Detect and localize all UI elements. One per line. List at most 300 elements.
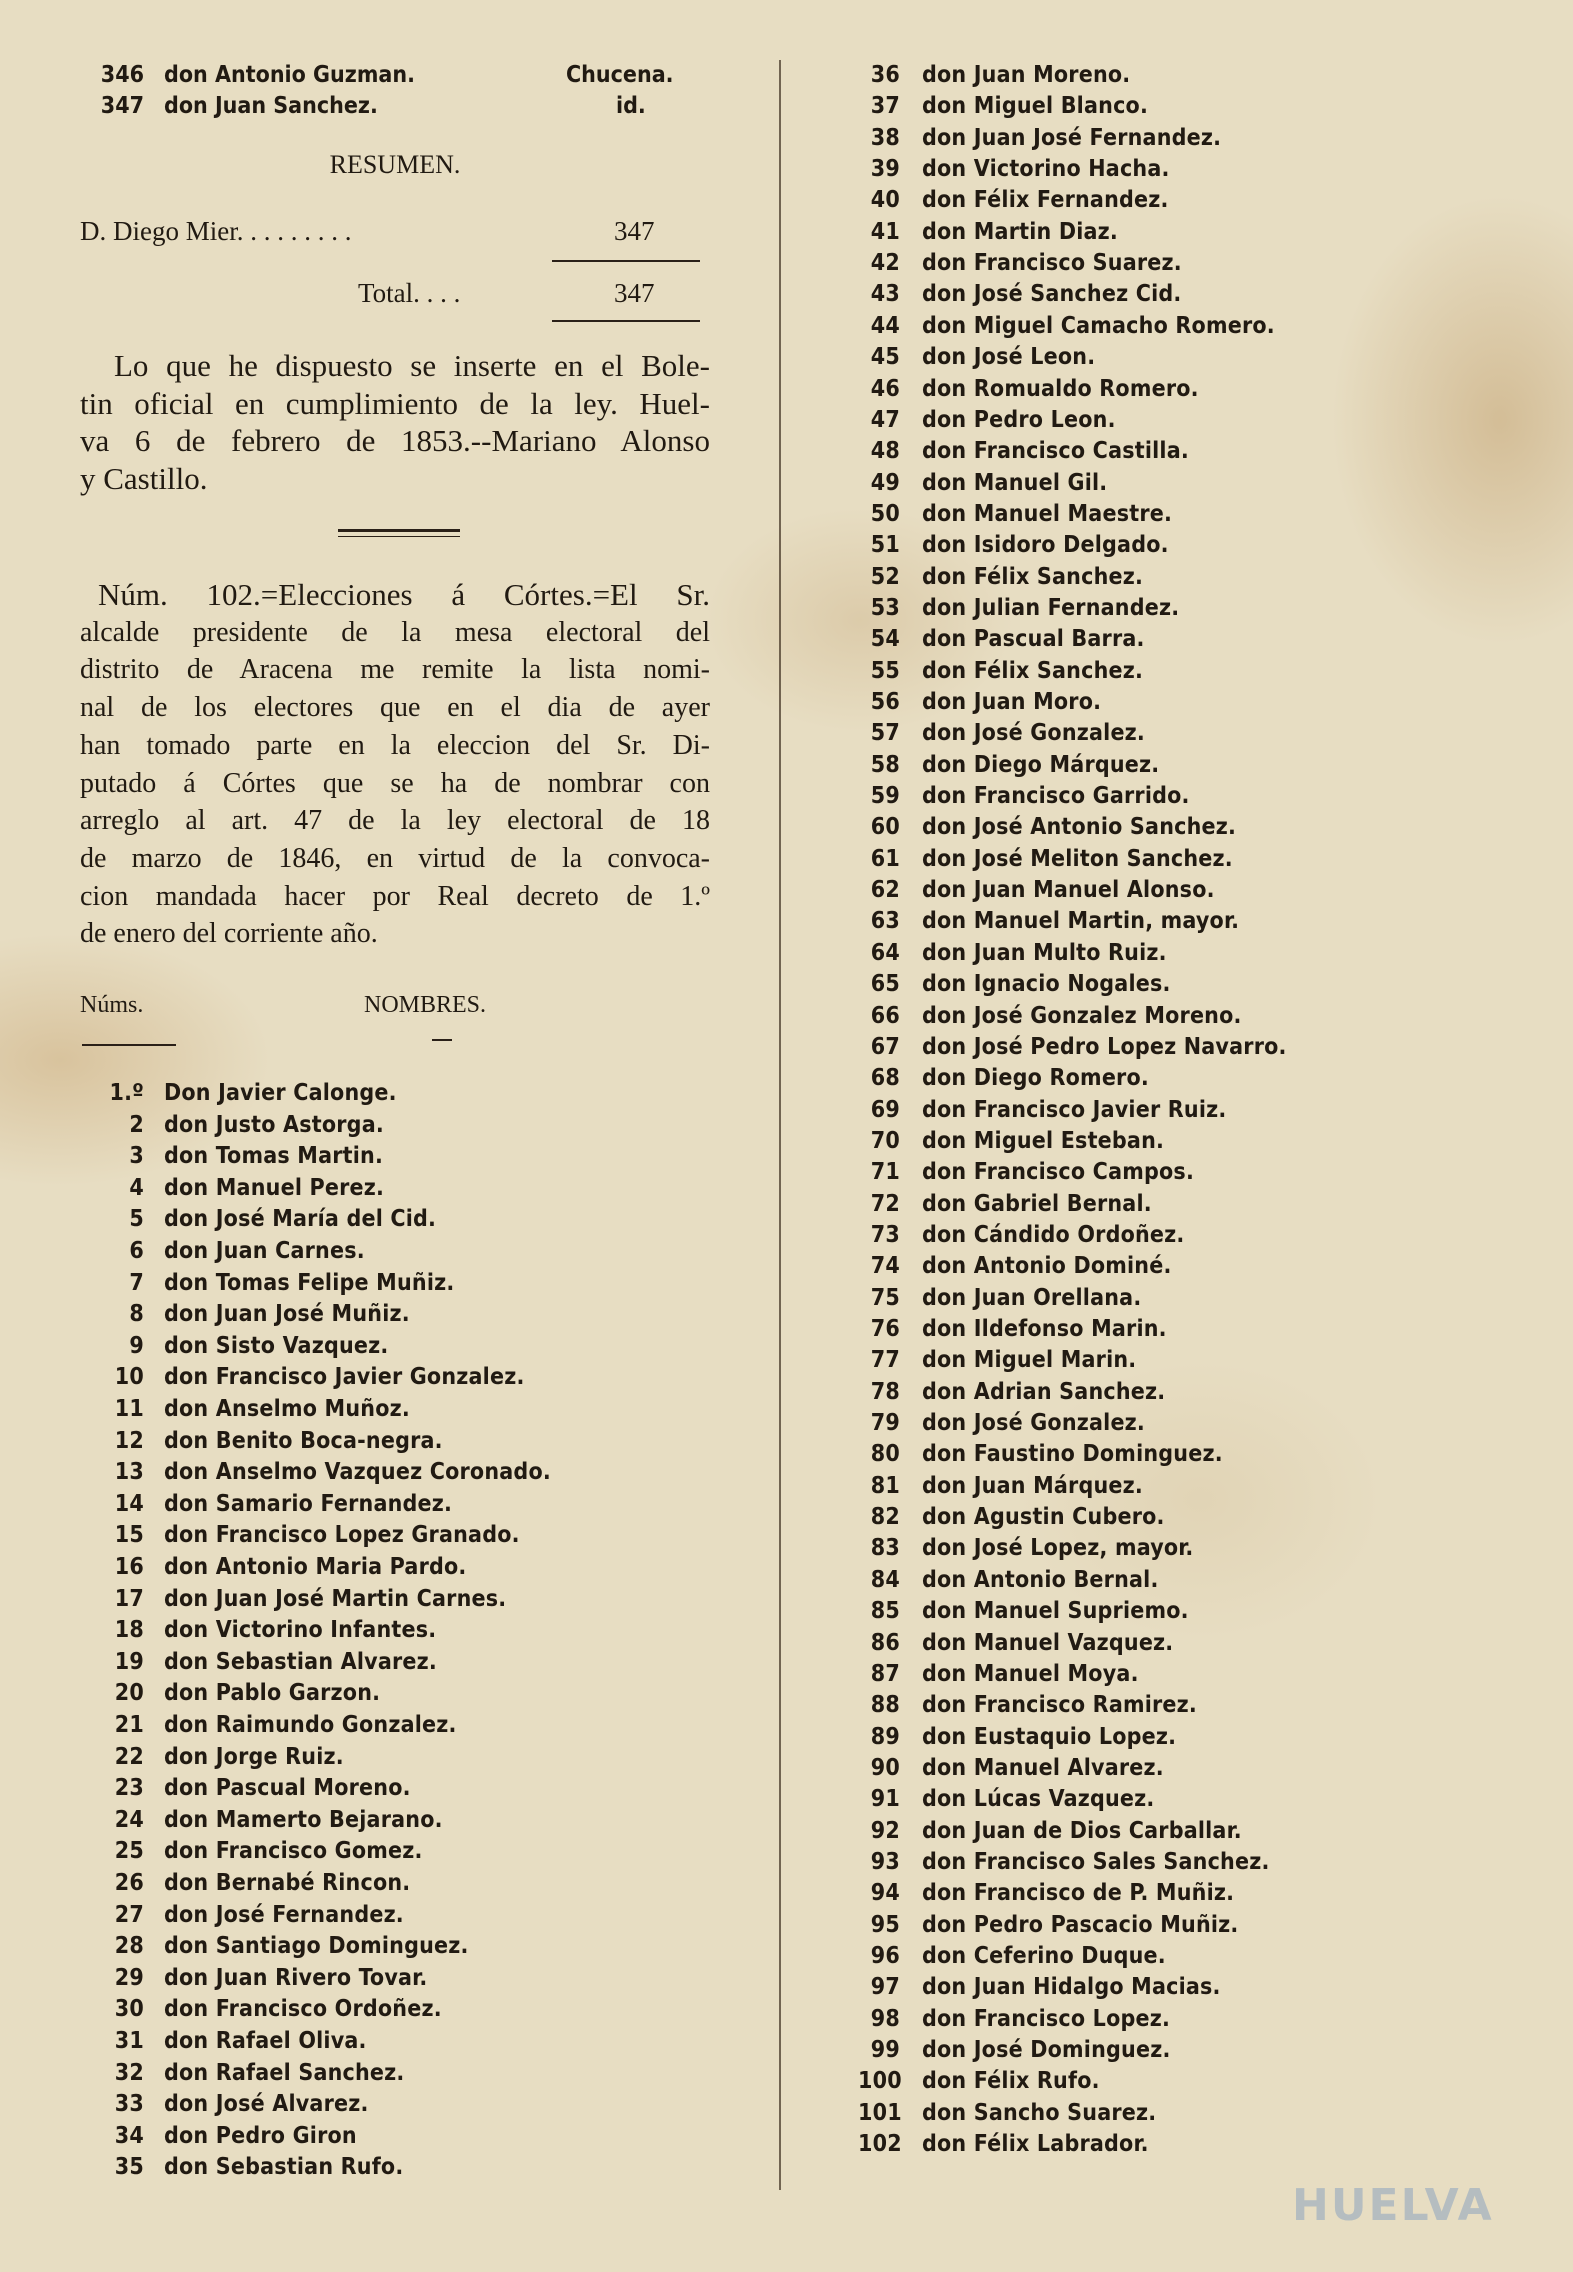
elector-row (858, 438, 1189, 464)
elector-name: don Juan Orellana. (922, 1284, 1142, 1311)
elector-number: 65 (870, 971, 900, 998)
elector-row (80, 2123, 357, 2149)
elector-row (858, 1598, 1189, 1624)
elector-number: 71 (870, 1159, 900, 1186)
elector-row (858, 156, 1170, 182)
elector-name: don Félix Rufo. (922, 2068, 1100, 2095)
elector-name: don José Dominguez. (922, 2037, 1171, 2064)
resumen-total-value: 347 (614, 278, 655, 308)
elector-row (858, 908, 1239, 934)
elector-number: 60 (870, 814, 900, 841)
elector-name: don Pascual Moreno. (164, 1775, 411, 1802)
elector-number: 100 (858, 2068, 902, 2095)
elector-name: don Francisco Sales Sanchez. (922, 1848, 1270, 1875)
elector-name: don Antonio Bernal. (922, 1566, 1159, 1593)
elector-number: 26 (114, 1870, 144, 1896)
elector-number: 3 (129, 1143, 144, 1170)
elector-name: don Romualdo Romero. (922, 375, 1199, 402)
elector-row (80, 1428, 443, 1454)
elector-number: 67 (870, 1033, 900, 1060)
elector-number: 66 (870, 1002, 900, 1029)
elector-name: don José Meliton Sanchez. (922, 845, 1233, 872)
elector-name: don Francisco Lopez. (922, 2005, 1171, 2032)
elector-number: 102 (858, 2131, 902, 2158)
elector-number: 76 (870, 1316, 900, 1342)
row-name: don Antonio Guzman. (164, 62, 415, 88)
elector-name: don Antonio Maria Pardo. (164, 1554, 467, 1580)
elector-name: don Antonio Dominé. (922, 1253, 1172, 1280)
elector-row (858, 877, 1215, 903)
elector-row (80, 1112, 384, 1138)
elector-row (80, 1396, 410, 1422)
elector-row (858, 187, 1169, 213)
elector-number: 93 (870, 1848, 900, 1875)
elector-row (858, 313, 1275, 339)
elector-row (858, 626, 1145, 652)
elector-number: 90 (870, 1754, 900, 1781)
elector-row (80, 2060, 404, 2086)
elector-name: don Tomas Martin. (164, 1143, 384, 1170)
elector-number: 41 (870, 218, 900, 245)
text-line: de marzo de 1846, en virtud de la convoca- (80, 842, 710, 874)
elector-name: don Félix Sanchez. (922, 563, 1144, 590)
elector-number: 14 (114, 1490, 144, 1517)
elector-number: 27 (114, 1901, 144, 1928)
elector-name: don Diego Márquez. (922, 751, 1160, 778)
elector-row (858, 658, 1143, 684)
elector-name: don Manuel Maestre. (922, 500, 1173, 527)
elector-name: don Juan Hidalgo Macias. (922, 1974, 1221, 2001)
elector-row (80, 1080, 397, 1106)
elector-row (80, 1838, 423, 1864)
elector-name: don Francisco Garrido. (922, 783, 1190, 810)
elector-row (858, 846, 1233, 872)
elector-row (858, 281, 1181, 307)
elector-number: 18 (114, 1617, 144, 1644)
elector-number: 7 (129, 1269, 144, 1296)
elector-number: 64 (870, 939, 900, 966)
elector-row (858, 1755, 1164, 1781)
section-rule (338, 529, 460, 532)
elector-number: 8 (129, 1301, 144, 1328)
elector-number: 78 (870, 1378, 900, 1405)
elector-row (858, 1316, 1167, 1342)
elector-row (858, 1034, 1287, 1060)
elector-name: don José Lopez, mayor. (922, 1535, 1194, 1562)
elector-name: don Manuel Vazquez. (922, 1629, 1174, 1656)
elector-row (858, 1003, 1242, 1029)
text-line: va 6 de febrero de 1853.--Mariano Alonso (80, 423, 710, 458)
elector-row (858, 940, 1167, 966)
elector-name: don José Fernandez. (164, 1901, 404, 1928)
elector-row (80, 1554, 466, 1580)
elector-row (858, 1974, 1221, 2000)
elector-number: 17 (114, 1585, 144, 1612)
elector-name: don Juan Márquez. (922, 1472, 1143, 1499)
elector-number: 51 (870, 532, 900, 559)
elector-name: don Miguel Esteban. (922, 1127, 1165, 1154)
elector-name: don Rafael Sanchez. (164, 2059, 405, 2086)
elector-row (858, 1441, 1223, 1467)
elector-number: 9 (129, 1332, 144, 1359)
elector-row (858, 720, 1145, 746)
elector-name: don Francisco Suarez. (922, 250, 1182, 277)
elector-row (858, 971, 1171, 997)
elector-row (858, 376, 1199, 402)
elector-row (858, 1630, 1173, 1656)
elector-name: don Agustin Cubero. (922, 1504, 1165, 1531)
elector-row (858, 470, 1107, 496)
elector-name: don Francisco Ramirez. (922, 1692, 1197, 1719)
elector-number: 5 (129, 1206, 144, 1233)
elector-row (858, 1128, 1164, 1154)
elector-number: 57 (870, 720, 900, 747)
elector-number: 54 (870, 626, 900, 653)
elector-name: don Félix Sanchez. (922, 657, 1144, 684)
elector-name: don José Gonzalez. (922, 1410, 1145, 1437)
elector-name: don Juan Carnes. (164, 1238, 365, 1264)
resumen-total-label: Total. . . . (358, 278, 461, 308)
elector-row (858, 1661, 1139, 1687)
elector-name: don José Gonzalez Moreno. (922, 1002, 1242, 1029)
elector-number: 25 (114, 1838, 144, 1865)
elector-row (80, 1491, 452, 1517)
resumen-title: RESUMEN. (329, 150, 461, 179)
elector-number: 84 (870, 1566, 900, 1593)
elector-number: 30 (114, 1996, 144, 2023)
elector-row (858, 1253, 1172, 1279)
elector-name: don Juan Moro. (922, 689, 1102, 715)
text-line: arreglo al art. 47 de la ley electoral de 18 (80, 805, 710, 837)
elector-number: 92 (870, 1817, 900, 1844)
elector-name: don Francisco Javier Ruiz. (922, 1096, 1227, 1123)
elector-row (80, 1617, 436, 1643)
elector-number: 58 (870, 751, 900, 778)
elector-number: 94 (870, 1880, 900, 1907)
elector-number: 46 (870, 375, 900, 402)
elector-name: don Juan José Fernandez. (922, 124, 1222, 151)
library-watermark: HUELVA (1292, 2180, 1494, 2231)
elector-number: 16 (114, 1554, 144, 1580)
elector-name: don Santiago Dominguez. (164, 1933, 469, 1960)
elector-number: 59 (870, 783, 900, 810)
elector-number: 82 (870, 1504, 900, 1531)
elector-name: don Miguel Blanco. (922, 93, 1149, 120)
section-rule (338, 536, 460, 537)
elector-row (80, 1522, 520, 1548)
elector-number: 47 (870, 406, 900, 433)
elector-row (80, 2028, 367, 2054)
elector-row (858, 1535, 1194, 1561)
elector-name: don Ildefonso Marin. (922, 1316, 1167, 1342)
elector-row (858, 532, 1169, 558)
elector-name: don Manuel Alvarez. (922, 1754, 1164, 1781)
elector-row (80, 1744, 344, 1770)
elector-name: don Tomas Felipe Muñiz. (164, 1269, 455, 1296)
elector-name: don José Gonzalez. (922, 720, 1145, 747)
elector-number: 4 (129, 1174, 144, 1201)
elector-number: 63 (870, 908, 900, 935)
elector-number: 91 (870, 1786, 900, 1813)
elector-number: 85 (870, 1598, 900, 1625)
elector-row (858, 1786, 1154, 1812)
elector-row (858, 93, 1148, 119)
row-place: id. (616, 93, 646, 119)
elector-row (858, 689, 1101, 715)
elector-number: 62 (870, 877, 900, 904)
row-number: 347 (100, 93, 144, 119)
elector-number: 10 (114, 1364, 144, 1391)
elector-name: don Pablo Garzon. (164, 1680, 381, 1707)
elector-number: 42 (870, 250, 900, 277)
elector-name: don Ignacio Nogales. (922, 971, 1171, 998)
elector-name: don Benito Boca-negra. (164, 1427, 443, 1454)
total-rule (552, 320, 700, 322)
elector-number: 73 (870, 1221, 900, 1248)
elector-number: 13 (114, 1459, 144, 1486)
text-line: han tomado parte en la eleccion del Sr. Di- (80, 729, 710, 761)
elector-number: 101 (858, 2099, 902, 2126)
elector-name: don Francisco Castilla. (922, 438, 1189, 465)
elector-name: don José Antonio Sanchez. (922, 814, 1237, 841)
elector-number: 56 (870, 689, 900, 715)
elector-number: 34 (114, 2122, 144, 2149)
elector-number: 38 (870, 124, 900, 151)
header-nombres: NOMBRES. (364, 992, 487, 1018)
elector-name: don Adrian Sanchez. (922, 1378, 1166, 1405)
elector-number: 70 (870, 1127, 900, 1154)
elector-row (858, 501, 1172, 527)
elector-row (80, 1364, 525, 1390)
elector-number: 44 (870, 312, 900, 339)
header-rule (82, 1044, 176, 1046)
elector-name: don Francisco Lopez Granado. (164, 1522, 520, 1549)
elector-number: 19 (114, 1648, 144, 1675)
elector-number: 2 (129, 1111, 144, 1138)
text-line: Lo que he dispuesto se inserte en el Bole- (114, 348, 710, 383)
elector-row (858, 1912, 1238, 1938)
elector-number: 29 (114, 1964, 144, 1991)
elector-number: 53 (870, 594, 900, 621)
elector-row (858, 1943, 1166, 1969)
elector-name: Don Javier Calonge. (164, 1080, 397, 1106)
elector-name: don Ceferino Duque. (922, 1943, 1166, 1969)
elector-row (80, 1712, 457, 1738)
elector-name: don Victorino Hacha. (922, 156, 1170, 183)
elector-number: 43 (870, 281, 900, 308)
elector-name: don Juan Moreno. (922, 62, 1131, 88)
elector-number: 22 (114, 1743, 144, 1770)
elector-row (858, 595, 1179, 621)
elector-number: 6 (129, 1238, 144, 1264)
elector-name: don Isidoro Delgado. (922, 532, 1169, 559)
elector-row (80, 1649, 437, 1675)
elector-number: 40 (870, 187, 900, 214)
elector-number: 31 (114, 2028, 144, 2054)
header-rule (432, 1039, 452, 1041)
elector-row (858, 1222, 1184, 1248)
resumen-line-value: 347 (614, 216, 655, 246)
elector-row (80, 1333, 388, 1359)
elector-number: 23 (114, 1775, 144, 1802)
elector-row (80, 1143, 383, 1169)
elector-row (80, 1933, 469, 1959)
elector-name: don Lúcas Vazquez. (922, 1786, 1155, 1813)
elector-name: don Pedro Pascacio Muñiz. (922, 1911, 1239, 1938)
elector-number: 97 (870, 1974, 900, 2001)
elector-name: don José Sanchez Cid. (922, 281, 1182, 308)
elector-row (80, 1175, 384, 1201)
text-line: Núm. 102.=Elecciones á Córtes.=El Sr. (98, 577, 710, 612)
elector-number: 50 (870, 500, 900, 527)
elector-name: don Manuel Perez. (164, 1174, 385, 1201)
elector-row (858, 1065, 1149, 1091)
elector-name: don José María del Cid. (164, 1206, 437, 1233)
elector-name: don Bernabé Rincon. (164, 1870, 411, 1896)
elector-row (858, 1379, 1165, 1405)
elector-number: 20 (114, 1680, 144, 1707)
elector-row (858, 1410, 1145, 1436)
elector-row (80, 1206, 436, 1232)
elector-row (80, 1238, 365, 1264)
elector-number: 28 (114, 1933, 144, 1960)
elector-name: don Jorge Ruiz. (164, 1743, 344, 1770)
elector-row (858, 814, 1236, 840)
paragraph-notice (80, 347, 710, 497)
elector-number: 68 (870, 1065, 900, 1092)
elector-row (80, 1775, 411, 1801)
elector-name: don Eustaquio Lopez. (922, 1723, 1177, 1750)
elector-number: 79 (870, 1410, 900, 1437)
elector-row (858, 1159, 1194, 1185)
elector-number: 45 (870, 344, 900, 371)
text-line: alcalde presidente de la mesa electoral del (80, 616, 710, 648)
text-line: nal de los electores que en el dia de ayer (80, 692, 710, 724)
elector-name: don Raimundo Gonzalez. (164, 1712, 457, 1738)
paragraph-elecciones (80, 576, 710, 953)
elector-number: 33 (114, 2091, 144, 2118)
elector-name: don Sancho Suarez. (922, 2099, 1157, 2126)
elector-name: don Cándido Ordoñez. (922, 1221, 1185, 1248)
elector-name: don Manuel Martin, mayor. (922, 908, 1240, 935)
sum-rule (552, 260, 700, 262)
elector-name: don Francisco de P. Muñiz. (922, 1880, 1235, 1907)
elector-name: don Miguel Marin. (922, 1347, 1137, 1374)
elector-name: don Faustino Dominguez. (922, 1441, 1223, 1468)
elector-name: don Juan José Martin Carnes. (164, 1585, 507, 1612)
header-row (80, 93, 710, 119)
elector-name: don Juan de Dios Carballar. (922, 1817, 1242, 1844)
elector-name: don Manuel Supriemo. (922, 1598, 1189, 1625)
elector-number: 11 (114, 1396, 144, 1422)
elector-name: don Samario Fernandez. (164, 1490, 453, 1517)
elector-row (858, 2068, 1100, 2094)
elector-number: 96 (870, 1943, 900, 1969)
elector-row (80, 1902, 404, 1928)
elector-row (858, 2006, 1170, 2032)
text-line: cion mandada hacer por Real decreto de 1.º (80, 880, 710, 912)
elector-name: don Juan Multo Ruiz. (922, 939, 1167, 966)
elector-name: don Sebastian Alvarez. (164, 1648, 437, 1675)
elector-name: don Manuel Moya. (922, 1660, 1139, 1687)
elector-row (858, 407, 1116, 433)
elector-number: 87 (870, 1660, 900, 1687)
elector-row (858, 783, 1190, 809)
elector-row (80, 1586, 506, 1612)
elector-number: 15 (114, 1522, 144, 1549)
elector-row (80, 1459, 551, 1485)
elector-name: don Juan José Muñiz. (164, 1301, 410, 1328)
elector-row (858, 62, 1130, 88)
elector-name: don Francisco Ordoñez. (164, 1996, 442, 2023)
row-place: Chucena. (566, 62, 674, 88)
elector-name: don Juan Manuel Alonso. (922, 877, 1215, 904)
elector-row (858, 1818, 1242, 1844)
elector-row (858, 1880, 1234, 1906)
elector-name: don Anselmo Vazquez Coronado. (164, 1459, 551, 1486)
elector-row (858, 125, 1221, 151)
elector-row (858, 1504, 1165, 1530)
elector-row (80, 1996, 442, 2022)
elector-number: 21 (114, 1712, 144, 1738)
elector-row (858, 752, 1159, 778)
elector-name: don Sebastian Rufo. (164, 2154, 404, 2181)
elector-row (858, 1097, 1226, 1123)
elector-number: 52 (870, 563, 900, 590)
elector-name: don Justo Astorga. (164, 1111, 384, 1138)
elector-number: 55 (870, 657, 900, 684)
elector-row (858, 1473, 1143, 1499)
elector-number: 48 (870, 438, 900, 465)
elector-number: 88 (870, 1692, 900, 1719)
header-nums: Núms. (80, 992, 144, 1018)
elector-number: 49 (870, 469, 900, 496)
elector-row (858, 250, 1182, 276)
elector-row (858, 1692, 1197, 1718)
elector-number: 95 (870, 1911, 900, 1938)
elector-number: 81 (870, 1472, 900, 1499)
text-line: distrito de Aracena me remite la lista nomi- (80, 654, 710, 686)
elector-row (858, 1567, 1159, 1593)
text-line: tin oficial en cumplimiento de la ley. Huel- (80, 385, 710, 421)
elector-name: don Francisco Javier Gonzalez. (164, 1364, 525, 1391)
elector-row (80, 1680, 380, 1706)
elector-number: 36 (870, 62, 900, 88)
elector-number: 74 (870, 1253, 900, 1280)
elector-number: 80 (870, 1441, 900, 1468)
resumen-line-label: D. Diego Mier. . . . . . . . . (80, 216, 352, 246)
elector-number: 39 (870, 156, 900, 183)
elector-row (80, 1870, 410, 1896)
elector-number: 72 (870, 1190, 900, 1217)
elector-number: 37 (870, 93, 900, 120)
elector-number: 24 (114, 1806, 144, 1833)
elector-number: 32 (114, 2059, 144, 2086)
elector-number: 98 (870, 2005, 900, 2032)
column-divider (779, 60, 781, 2190)
elector-number: 61 (870, 845, 900, 872)
elector-name: don Félix Labrador. (922, 2131, 1149, 2158)
elector-name: don Pedro Leon. (922, 406, 1116, 433)
elector-number: 99 (870, 2037, 900, 2064)
elector-number: 83 (870, 1535, 900, 1562)
elector-row (858, 344, 1095, 370)
elector-row (858, 2037, 1171, 2063)
elector-name: don Martin Diaz. (922, 218, 1118, 245)
elector-name: don Francisco Gomez. (164, 1838, 423, 1865)
elector-row (80, 1965, 427, 1991)
elector-row (80, 2154, 403, 2180)
